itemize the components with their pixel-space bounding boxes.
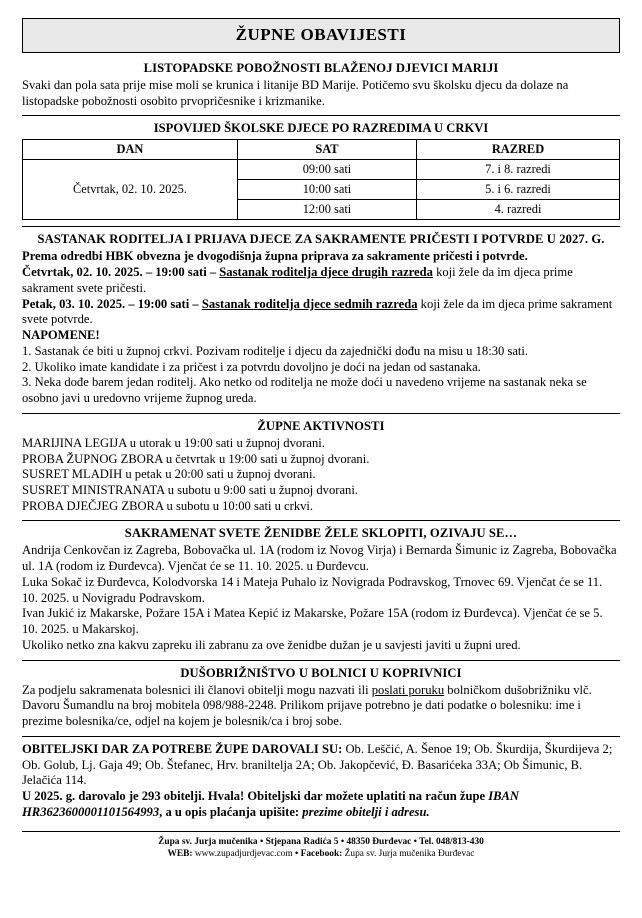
activity-detail: u subotu u 10:00 sati u crkvi.: [163, 498, 314, 513]
activity-item: [22, 499, 620, 515]
gift-payment-note: , a u opis plaćanja upišite:: [159, 804, 303, 819]
confession-time: 09:00 sati: [237, 160, 416, 180]
section-confession: [22, 121, 620, 220]
footer-facebook-name[interactable]: Župa sv. Jurja mučenika Đurđevac: [344, 849, 475, 860]
footer-web-url[interactable]: www.zupadjurdjevac.com: [194, 849, 293, 860]
activity-detail: u utorak u 19:00 sati u župnoj dvorani.: [126, 435, 325, 450]
gift-donors-line: [22, 742, 620, 789]
meeting-line1-date: Četvrtak, 02. 10. 2025. – 19:00 sati –: [22, 265, 220, 280]
table-row: [23, 160, 620, 180]
activity-name: PROBA DJEČJEG ZBORA: [22, 498, 164, 513]
activity-name: SUSRET MINISTRANATA: [22, 483, 165, 498]
meeting-heading-line2: Prema odredbi HBK obvezna je dvogodišnja župna priprava za sakramente pričesti i potvrde.: [22, 249, 528, 264]
footer-facebook-label: • Facebook:: [292, 849, 345, 860]
confession-grade: 7. i 8. razredi: [417, 160, 620, 180]
confession-grade: 5. i 6. razredi: [417, 180, 620, 200]
gift-donors: Ob. Leščić, A. Šenoe 19; Ob. Škurdija, Škurdijeva 2; Ob. Golub, Lj. Gaja 49; Ob. Štefanec, Hrv. braniltelja 2A; Ob. Jakopčević, Đ. Basarićeka 33A; Ob Šimunic, B. Jelačića 114.: [22, 741, 613, 788]
meeting-heading-line1: SASTANAK RODITELJA I PRIJAVA DJECE ZA SAKRAMENTE PRIČESTI I POTVRDE U 2027. G.: [37, 232, 605, 247]
section-hospital: [22, 666, 620, 730]
page-footer: [22, 831, 620, 861]
activity-name: SUSRET MLADIH: [22, 467, 123, 482]
meeting-line2-rest: koji žele da im djeca prime sakrament svete potvrde.: [22, 296, 613, 327]
table-header-row: [23, 140, 620, 160]
divider: [22, 115, 620, 116]
notice-item-2: 2. Ukoliko imate kandidate i za pričest i za potvrdu dovoljno je doći na jedan od sastanaka.: [22, 359, 481, 374]
gift-iban: IBAN HR3623600001101564993: [22, 789, 519, 819]
marriage-heading: SAKRAMENAT SVETE ŽENIDBE ŽELE SKLOPITI, OZIVAJU SE…: [124, 526, 518, 541]
hospital-heading: DUŠOBRIŽNIŠTVO U BOLNICI U KOPRIVNICI: [180, 665, 462, 680]
section-rosary-heading: LISTOPADSKE POBOŽNOSTI BLAŽENOJ DJEVICI MARIJI: [143, 61, 499, 75]
footer-contact: Župa sv. Jurja mučenika • Stjepana Radića 5 • 48350 Đurđevac • Tel. 048/813-430: [158, 836, 484, 847]
confession-table-title: ISPOVIJED ŠKOLSKE DJECE PO RAZREDIMA U CRKVI: [153, 121, 489, 136]
section-marriage: [22, 526, 620, 653]
gift-total-line: [22, 789, 620, 820]
meeting-line-first-communion: [22, 265, 620, 296]
activity-name: PROBA ŽUPNOG ZBORA: [22, 451, 163, 466]
confession-time: 10:00 sati: [237, 180, 416, 200]
section-gift: [22, 742, 620, 821]
activity-item: [22, 436, 620, 452]
divider: [22, 413, 620, 414]
marriage-entry: Ivan Jukić iz Makarske, Požare 15A i Matea Kepić iz Makarske, Požare 15A (rodom iz Đurđevca). Vjenčat će se 5. 10. 2025. u Makarskoj.: [22, 606, 603, 637]
activity-detail: u subotu u 9:00 sati u župnoj dvorani.: [164, 483, 359, 498]
gift-heading: OBITELJSKI DAR ZA POTREBE ŽUPE DAROVALI SU:: [22, 741, 343, 756]
column-header-dan: DAN: [23, 140, 238, 160]
activities-heading: ŽUPNE AKTIVNOSTI: [257, 418, 385, 433]
divider: [22, 226, 620, 227]
hospital-text-link[interactable]: poslati poruku: [371, 682, 445, 697]
confession-time: 12:00 sati: [237, 200, 416, 220]
notice-item-3: 3. Neka dođe barem jedan roditelj. Ako netko od roditelja ne može doći u navedeno vrijeme na sastanak neka se osobno javi u uredovno vrijeme župnog ureda.: [22, 375, 587, 406]
meeting-line1-rest: koji žele da im djeca prime sakrament svete pričesti.: [22, 265, 573, 295]
gift-total-text: U 2025. g. darovalo je 293 obitelji. Hvala! Obiteljski dar možete uplatiti na račun župe: [22, 789, 489, 804]
section-rosary-text: Svaki dan pola sata prije mise moli se krunica i litanije BD Marije. Potičemo svu školsku djecu da dolaze na listopadske pobožnosti osobito prvopričesnike i krizmanike.: [22, 78, 569, 108]
activity-detail: u petak u 20:00 sati u župnoj dvorani.: [122, 467, 316, 482]
column-header-sat: SAT: [237, 140, 416, 160]
meeting-line1-subject: Sastanak roditelja djece drugih razreda: [219, 265, 433, 280]
hospital-text-post: bolničkom dušobrižniku vlč. Davoru Šumandlu na broj mobitela 098/988-2248. Prilikom prijave potrebno je dati podatke o bolesniku: ime i prezime bolesnika/ce, odjel na kojem je bolesnik/ca i broj sobe.: [22, 682, 592, 729]
footer-web-label: WEB:: [167, 849, 195, 860]
hospital-text-pre: Za podjelu sakramenata bolesnici ili članovi obitelji mogu nazvati ili: [22, 682, 372, 697]
section-rosary: [22, 61, 620, 109]
notice-title: NAPOMENE!: [22, 328, 100, 343]
confession-table: [22, 139, 620, 220]
divider: [22, 736, 620, 737]
confession-day: Četvrtak, 02. 10. 2025.: [23, 160, 238, 220]
page-title: ŽUPNE OBAVIJESTI: [22, 18, 620, 53]
activity-item: [22, 483, 620, 499]
column-header-razred: RAZRED: [417, 140, 620, 160]
section-meeting: [22, 232, 620, 406]
activity-item: [22, 452, 620, 468]
meeting-line2-subject: Sastanak roditelja djece sedmih razreda: [201, 296, 418, 311]
activity-detail: u četvrtak u 19:00 sati u župnoj dvorani.: [162, 451, 370, 466]
confession-grade: 4. razredi: [417, 200, 620, 220]
divider: [22, 520, 620, 521]
activity-item: [22, 467, 620, 483]
notice-item-1: 1. Sastanak će biti u župnoj crkvi. Pozivam roditelje i djecu da zajednički dođu na misu u 18:30 sati.: [22, 343, 529, 358]
meeting-line-confirmation: [22, 297, 620, 328]
activity-name: MARIJINA LEGIJA: [22, 435, 127, 450]
divider: [22, 660, 620, 661]
footer-web: [22, 848, 620, 861]
marriage-entry: Andrija Cenkovčan iz Zagreba, Bobovačka ul. 1A (rodom iz Novog Virja) i Bernarda Šimunic iz Zagreba, Bobovačka ul. 1A (rodom iz Đurđevca). Vjenčat će se 11. 10. 2025. u Đurđevcu.: [22, 543, 617, 574]
meeting-line2-date: Petak, 03. 10. 2025. – 19:00 sati –: [22, 296, 202, 311]
gift-payment-purpose: prezime obitelji i adresu.: [302, 804, 430, 819]
marriage-entry: Luka Sokač iz Đurđevca, Kolodvorska 14 i Mateja Puhalo iz Novigrada Podravskog, Trnovec 69. Vjenčat će se 11. 10. 2025. u Novigradu Podravskom.: [22, 574, 603, 605]
hospital-text: [22, 683, 620, 730]
marriage-impediment-note: Ukoliko netko zna kakvu zapreku ili zabranu za ove ženidbe dužan je u savjesti javiti u župni ured.: [22, 637, 521, 652]
section-activities: [22, 419, 620, 515]
